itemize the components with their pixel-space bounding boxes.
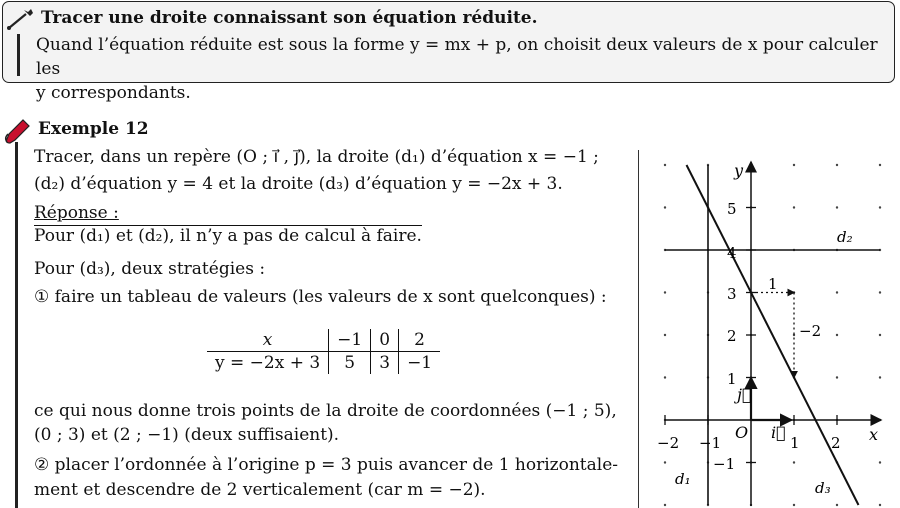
example-line-7: (0 ; 3) et (2 ; −1) (deux suffisaient). <box>34 425 340 445</box>
example-line-5: ① faire un tableau de valeurs (les valeurs de x sont quelconques) : <box>34 287 607 307</box>
wrench-icon <box>6 7 36 31</box>
grid-dot <box>664 164 666 166</box>
grid-dot <box>879 461 881 463</box>
line-d3 <box>687 165 859 505</box>
grid-dot <box>836 206 838 208</box>
grid-dot <box>793 164 795 166</box>
method-bar <box>17 34 20 76</box>
example-line-6: ce qui nous donne trois points de la droite de coordonnées (−1 ; 5), <box>34 401 617 421</box>
example-line-3: Pour (d₁) et (d₂), il n’y a pas de calcul à faire. <box>34 226 422 246</box>
grid-dot <box>664 504 666 506</box>
y-tick-label: 3 <box>727 285 737 303</box>
x-axis-label: x <box>869 425 879 444</box>
example-line-1: Tracer, dans un repère (O ; i⃗ , j⃗), la droite (d₁) d’équation x = −1 ; <box>34 147 599 167</box>
example-line-2: (d₂) d’équation y = 4 et la droite (d₃) d’équation y = −2x + 3. <box>34 174 563 194</box>
d2-label: d₂ <box>837 228 853 246</box>
x-tick-label: −2 <box>657 434 680 452</box>
pencil-icon <box>3 117 33 145</box>
y-axis-label: y <box>734 161 744 180</box>
x-tick-label: 2 <box>831 434 841 452</box>
example-line-4: Pour (d₃), deux stratégies : <box>34 259 266 279</box>
table-cell: y = −2x + 3 <box>215 353 321 373</box>
y-tick-label: 1 <box>727 370 737 388</box>
table-header-row <box>207 329 440 352</box>
grid-dot <box>793 206 795 208</box>
j-label: j⃗ <box>737 385 752 404</box>
grid-dot <box>664 461 666 463</box>
y-tick-label: −1 <box>713 455 736 473</box>
grid-dot <box>664 376 666 378</box>
graph <box>645 148 895 508</box>
grid-dot <box>664 291 666 293</box>
grid-dot <box>793 461 795 463</box>
table-cell: −1 <box>329 329 371 352</box>
origin-label: O <box>735 423 749 442</box>
table-cell: 5 <box>329 352 371 375</box>
grid-dot <box>836 164 838 166</box>
i-label: i⃗ <box>771 423 786 442</box>
d1-label: d₁ <box>675 470 691 488</box>
grid-dot <box>836 291 838 293</box>
table-cell: x <box>207 329 329 352</box>
grid-dot <box>879 334 881 336</box>
example-line-8: ② placer l’ordonnée à l’origine p = 3 puis avancer de 1 horizontale- <box>34 455 619 475</box>
x-tick-label: 1 <box>790 434 800 452</box>
response-label: Réponse : <box>34 203 119 223</box>
table-row <box>207 352 440 375</box>
table-cell: −1 <box>399 352 441 375</box>
method-body <box>36 33 894 105</box>
x-tick-label: −1 <box>699 434 722 452</box>
y-tick-label: 2 <box>727 327 737 345</box>
grid-dot <box>879 206 881 208</box>
grid-dot <box>664 334 666 336</box>
method-box <box>2 1 895 103</box>
grid-dot <box>879 164 881 166</box>
example-bar <box>15 142 18 508</box>
grid-dot <box>793 504 795 506</box>
grid-dot <box>879 504 881 506</box>
table-cell: 2 <box>399 329 441 352</box>
example-title: Exemple 12 <box>38 119 149 139</box>
method-line-1: Quand l’équation réduite est sous la forme y = mx + p, on choisit deux valeurs de x pour calculer les <box>36 35 878 79</box>
table-cell: 0 <box>371 329 399 352</box>
y-tick-label: 4 <box>727 244 737 262</box>
y-tick-label: 5 <box>727 200 737 218</box>
d3-label: d₃ <box>815 479 831 497</box>
grid-dot <box>836 504 838 506</box>
method-line-2: y correspondants. <box>36 83 191 103</box>
grid-dot <box>836 376 838 378</box>
values-table <box>207 329 440 374</box>
column-separator <box>638 150 639 508</box>
table-cell: 3 <box>371 352 399 375</box>
example-line-9: ment et descendre de 2 verticalement (car m = −2). <box>34 480 486 500</box>
grid-dot <box>664 206 666 208</box>
method-title: Tracer une droite connaissant son équation réduite. <box>41 8 538 28</box>
step-v-label: −2 <box>799 322 822 340</box>
step-h-label: 1 <box>768 275 778 293</box>
grid-dot <box>836 334 838 336</box>
grid-dot <box>879 376 881 378</box>
grid-dot <box>879 291 881 293</box>
